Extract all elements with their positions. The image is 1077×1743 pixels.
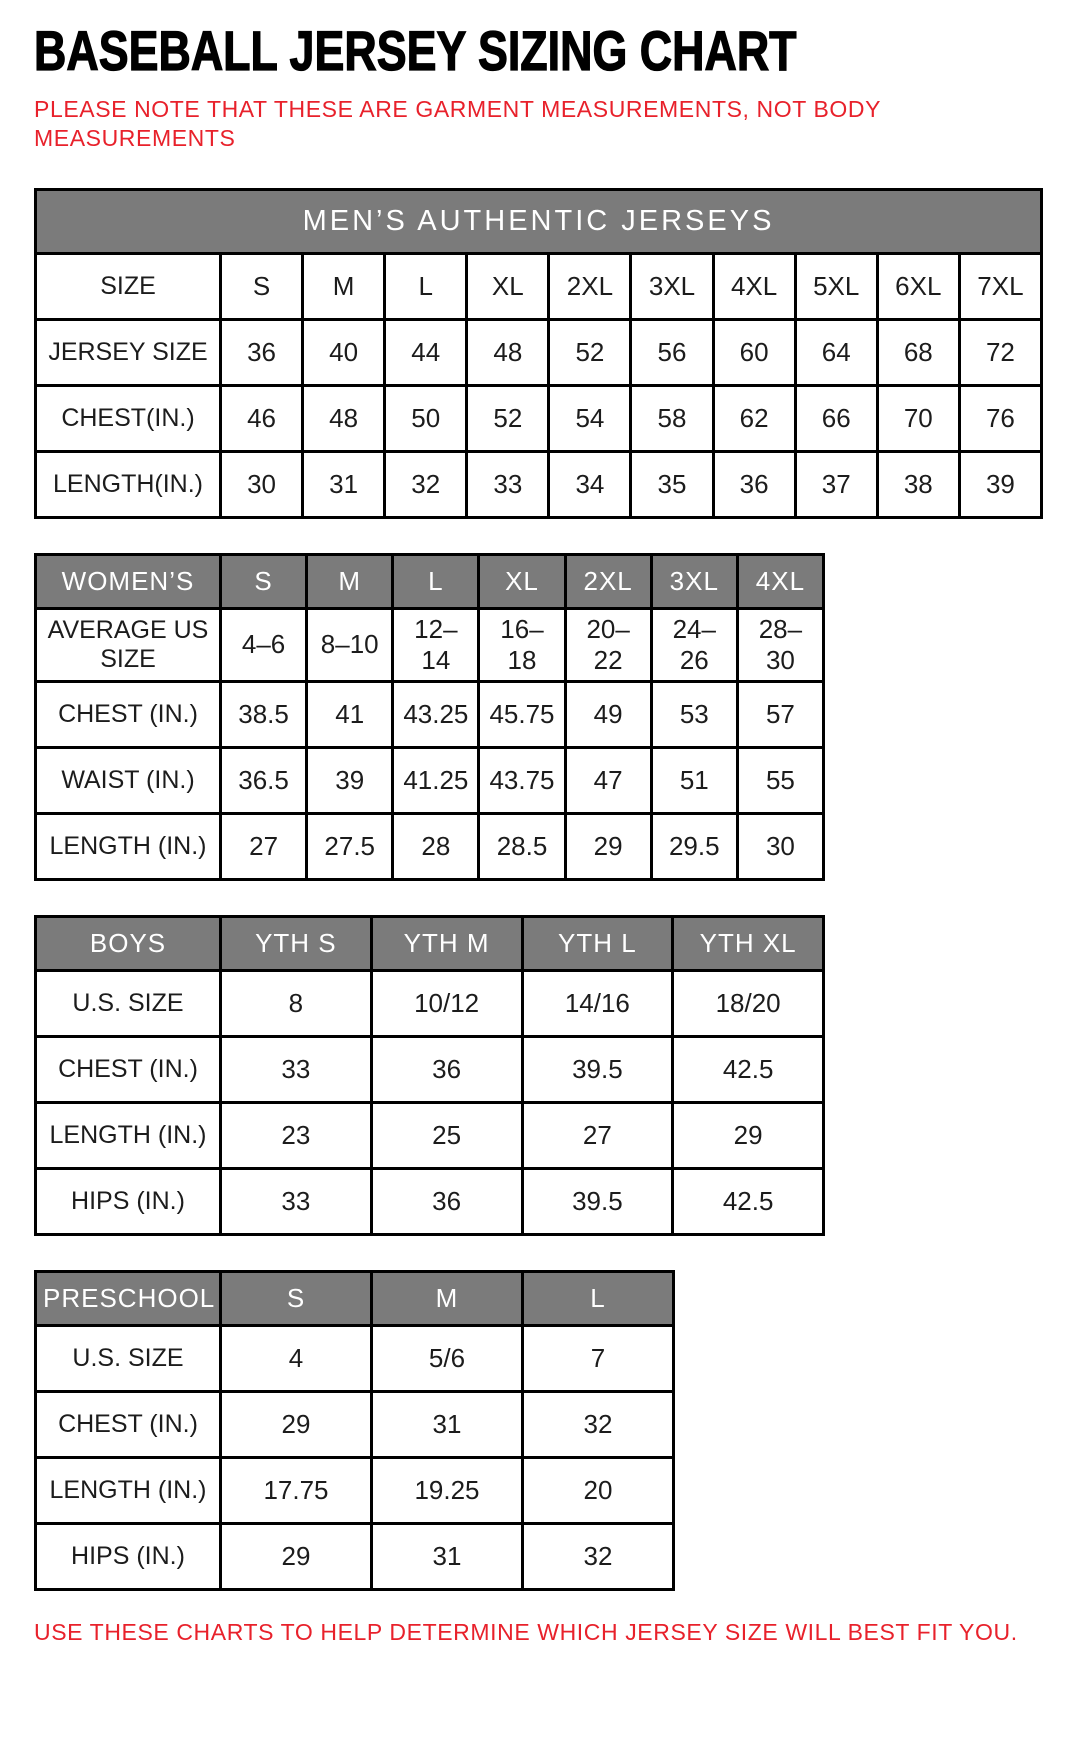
- value-cell: 30: [737, 813, 823, 879]
- value-cell: 31: [372, 1523, 523, 1589]
- value-cell: 28.5: [479, 813, 565, 879]
- value-cell: 42.5: [673, 1036, 824, 1102]
- value-cell: 16–18: [479, 608, 565, 681]
- column-header-cell: 2XL: [565, 554, 651, 608]
- row-label-cell: U.S. SIZE: [36, 970, 221, 1036]
- value-cell: 33: [221, 1168, 372, 1234]
- value-cell: 19.25: [372, 1457, 523, 1523]
- value-cell: 56: [631, 319, 713, 385]
- value-cell: 29: [221, 1391, 372, 1457]
- column-header-cell: YTH S: [221, 916, 372, 970]
- preschool-header-label: PRESCHOOL: [36, 1271, 221, 1325]
- value-cell: 54: [549, 385, 631, 451]
- value-cell: 50: [385, 385, 467, 451]
- women-header-row: [36, 554, 824, 608]
- value-cell: 48: [467, 319, 549, 385]
- table-row: [36, 385, 1042, 451]
- row-label-cell: CHEST (IN.): [36, 1391, 221, 1457]
- value-cell: 53: [651, 681, 737, 747]
- value-cell: 17.75: [221, 1457, 372, 1523]
- value-cell: 4: [221, 1325, 372, 1391]
- value-cell: 57: [737, 681, 823, 747]
- row-label-cell: WAIST (IN.): [36, 747, 221, 813]
- column-header-cell: YTH M: [371, 916, 522, 970]
- value-cell: M: [303, 253, 385, 319]
- value-cell: 48: [303, 385, 385, 451]
- value-cell: 12–14: [393, 608, 479, 681]
- value-cell: 31: [372, 1391, 523, 1457]
- table-row: [36, 608, 824, 681]
- value-cell: 30: [221, 451, 303, 517]
- value-cell: 43.75: [479, 747, 565, 813]
- table-row: [36, 747, 824, 813]
- table-row: [36, 813, 824, 879]
- women-sizing-table: [34, 553, 825, 881]
- value-cell: 49: [565, 681, 651, 747]
- value-cell: 8–10: [307, 608, 393, 681]
- value-cell: 45.75: [479, 681, 565, 747]
- table-row: [36, 681, 824, 747]
- row-label-cell: AVERAGE US SIZE: [36, 608, 221, 681]
- value-cell: 46: [221, 385, 303, 451]
- row-label-cell: LENGTH(IN.): [36, 451, 221, 517]
- column-header-cell: S: [221, 554, 307, 608]
- column-header-cell: YTH XL: [673, 916, 824, 970]
- value-cell: 29: [565, 813, 651, 879]
- value-cell: 6XL: [877, 253, 959, 319]
- value-cell: 39.5: [522, 1036, 673, 1102]
- column-header-cell: S: [221, 1271, 372, 1325]
- row-label-cell: CHEST(IN.): [36, 385, 221, 451]
- column-header-cell: M: [372, 1271, 523, 1325]
- garment-measurement-note: PLEASE NOTE THAT THESE ARE GARMENT MEASUREMENTS, NOT BODY MEASUREMENTS: [34, 95, 881, 152]
- boys-table-section: [34, 915, 1043, 1236]
- row-label-cell: JERSEY SIZE: [36, 319, 221, 385]
- row-label-cell: LENGTH (IN.): [36, 813, 221, 879]
- table-row: [36, 1168, 824, 1234]
- value-cell: 32: [523, 1523, 674, 1589]
- value-cell: 2XL: [549, 253, 631, 319]
- value-cell: 40: [303, 319, 385, 385]
- value-cell: 28: [393, 813, 479, 879]
- value-cell: 60: [713, 319, 795, 385]
- row-label-cell: CHEST (IN.): [36, 1036, 221, 1102]
- value-cell: 64: [795, 319, 877, 385]
- value-cell: 39.5: [522, 1168, 673, 1234]
- column-header-cell: L: [523, 1271, 674, 1325]
- value-cell: 38.5: [221, 681, 307, 747]
- value-cell: 32: [385, 451, 467, 517]
- value-cell: 4XL: [713, 253, 795, 319]
- value-cell: 5/6: [372, 1325, 523, 1391]
- value-cell: 42.5: [673, 1168, 824, 1234]
- value-cell: 27: [522, 1102, 673, 1168]
- value-cell: XL: [467, 253, 549, 319]
- value-cell: 58: [631, 385, 713, 451]
- value-cell: 66: [795, 385, 877, 451]
- value-cell: 7: [523, 1325, 674, 1391]
- row-label-cell: HIPS (IN.): [36, 1168, 221, 1234]
- page-title: BASEBALL JERSEY SIZING CHART: [34, 19, 797, 82]
- value-cell: 37: [795, 451, 877, 517]
- value-cell: 32: [523, 1391, 674, 1457]
- value-cell: 51: [651, 747, 737, 813]
- value-cell: 39: [307, 747, 393, 813]
- row-label-cell: U.S. SIZE: [36, 1325, 221, 1391]
- value-cell: 52: [467, 385, 549, 451]
- footer-note: USE THESE CHARTS TO HELP DETERMINE WHICH JERSEY SIZE WILL BEST FIT YOU.: [34, 1618, 1018, 1645]
- value-cell: 23: [221, 1102, 372, 1168]
- value-cell: 36: [713, 451, 795, 517]
- value-cell: 29.5: [651, 813, 737, 879]
- value-cell: 18/20: [673, 970, 824, 1036]
- value-cell: 27: [221, 813, 307, 879]
- table-row: [36, 253, 1042, 319]
- table-row: [36, 1523, 674, 1589]
- value-cell: 24–26: [651, 608, 737, 681]
- value-cell: 33: [467, 451, 549, 517]
- men-title-row: [36, 189, 1042, 253]
- women-header-label: WOMEN’S: [36, 554, 221, 608]
- value-cell: L: [385, 253, 467, 319]
- value-cell: 7XL: [959, 253, 1041, 319]
- table-row: [36, 319, 1042, 385]
- value-cell: 68: [877, 319, 959, 385]
- value-cell: 55: [737, 747, 823, 813]
- value-cell: 29: [221, 1523, 372, 1589]
- column-header-cell: 4XL: [737, 554, 823, 608]
- table-row: [36, 451, 1042, 517]
- preschool-sizing-table: [34, 1270, 675, 1591]
- column-header-cell: M: [307, 554, 393, 608]
- table-row: [36, 970, 824, 1036]
- womens-table-section: [34, 553, 1043, 881]
- preschool-header-row: [36, 1271, 674, 1325]
- mens-table-section: [34, 188, 1043, 519]
- value-cell: 52: [549, 319, 631, 385]
- value-cell: S: [221, 253, 303, 319]
- men-table-title: MEN’S AUTHENTIC JERSEYS: [36, 189, 1042, 253]
- row-label-cell: HIPS (IN.): [36, 1523, 221, 1589]
- value-cell: 44: [385, 319, 467, 385]
- value-cell: 70: [877, 385, 959, 451]
- value-cell: 5XL: [795, 253, 877, 319]
- row-label-cell: LENGTH (IN.): [36, 1457, 221, 1523]
- value-cell: 39: [959, 451, 1041, 517]
- table-row: [36, 1102, 824, 1168]
- column-header-cell: YTH L: [522, 916, 673, 970]
- value-cell: 14/16: [522, 970, 673, 1036]
- value-cell: 20: [523, 1457, 674, 1523]
- preschool-table-section: [34, 1270, 1043, 1591]
- value-cell: 25: [371, 1102, 522, 1168]
- boys-sizing-table: [34, 915, 825, 1236]
- table-row: [36, 1391, 674, 1457]
- value-cell: 41: [307, 681, 393, 747]
- value-cell: 36: [221, 319, 303, 385]
- value-cell: 43.25: [393, 681, 479, 747]
- value-cell: 27.5: [307, 813, 393, 879]
- table-row: [36, 1036, 824, 1102]
- column-header-cell: 3XL: [651, 554, 737, 608]
- table-row: [36, 1457, 674, 1523]
- row-label-cell: LENGTH (IN.): [36, 1102, 221, 1168]
- value-cell: 20–22: [565, 608, 651, 681]
- value-cell: 62: [713, 385, 795, 451]
- value-cell: 36: [371, 1168, 522, 1234]
- value-cell: 29: [673, 1102, 824, 1168]
- table-row: [36, 1325, 674, 1391]
- value-cell: 72: [959, 319, 1041, 385]
- value-cell: 47: [565, 747, 651, 813]
- value-cell: 28–30: [737, 608, 823, 681]
- boys-header-label: BOYS: [36, 916, 221, 970]
- boys-header-row: [36, 916, 824, 970]
- value-cell: 8: [221, 970, 372, 1036]
- value-cell: 31: [303, 451, 385, 517]
- column-header-cell: XL: [479, 554, 565, 608]
- value-cell: 36.5: [221, 747, 307, 813]
- value-cell: 41.25: [393, 747, 479, 813]
- row-label-cell: CHEST (IN.): [36, 681, 221, 747]
- value-cell: 36: [371, 1036, 522, 1102]
- value-cell: 4–6: [221, 608, 307, 681]
- value-cell: 10/12: [371, 970, 522, 1036]
- men-sizing-table: [34, 188, 1043, 519]
- value-cell: 76: [959, 385, 1041, 451]
- value-cell: 38: [877, 451, 959, 517]
- value-cell: 3XL: [631, 253, 713, 319]
- value-cell: 34: [549, 451, 631, 517]
- value-cell: 35: [631, 451, 713, 517]
- column-header-cell: L: [393, 554, 479, 608]
- row-label-cell: SIZE: [36, 253, 221, 319]
- value-cell: 33: [221, 1036, 372, 1102]
